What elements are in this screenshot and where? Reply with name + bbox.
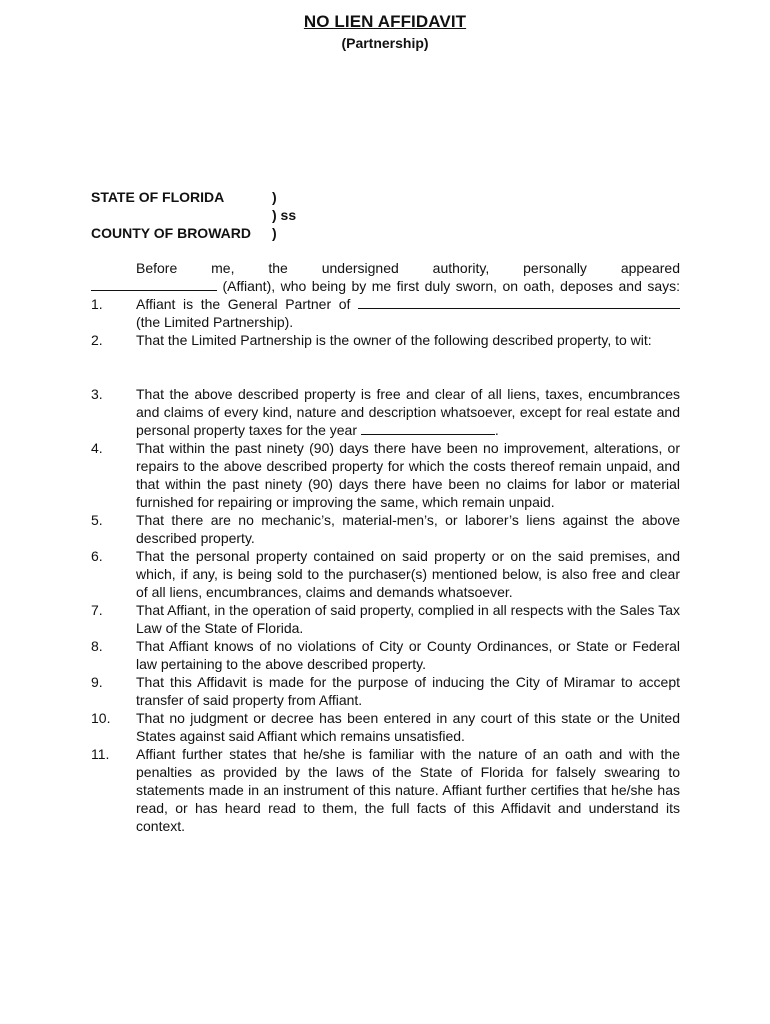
document-title: NO LIEN AFFIDAVIT [303, 12, 467, 31]
item-number: 6. [91, 548, 103, 564]
item-text: That there are no mechanic’s, material-men’s, or laborer’s liens against the above described property. [136, 512, 680, 546]
item-text: That within the past ninety (90) days there have been no improvement, alterations, or repairs to the above described property for which the costs thereof remain unpaid, and that within the past ninety (90) days there have been no claims for labor or material furnished for repairing or improving the same, which remain unpaid. [136, 440, 680, 510]
intro-line-2 [91, 277, 680, 295]
list-item [91, 745, 680, 835]
item-text: That the Limited Partnership is the owner of the following described property, to wit: [136, 332, 652, 348]
intro-line-2-text: (Affiant), who being by me first duly sworn, on oath, deposes and says: [222, 278, 680, 294]
document-subtitle: (Partnership) [341, 35, 429, 51]
venue-state-paren: ) [272, 189, 277, 205]
item-text: Affiant further states that he/she is familiar with the nature of an oath and with the penalties as provided by the laws of the State of Florida for falsely swearing to statements made in an instrument of this nature. Affiant further certifies that he/she has read, or has heard read to them, the full facts of this Affidavit and understand its context. [136, 746, 680, 834]
venue-county: COUNTY OF BROWARD [91, 225, 251, 241]
item-number: 3. [91, 386, 103, 402]
item-text: That the above described property is free and clear of all liens, taxes, encumbrances and claims of every kind, nature and description whatsoever, except for real estate and personal property taxes for the year [136, 386, 680, 438]
item-number: 11. [91, 746, 110, 762]
item-text: That Affiant, in the operation of said property, complied in all respects with the Sales Tax Law of the State of Florida. [136, 602, 680, 636]
intro-line-1: Before me, the undersigned authority, personally appeared [136, 260, 680, 276]
item-text-end: . [494, 422, 499, 438]
item-text: That no judgment or decree has been entered in any court of this state or the United States against said Affiant which remains unsatisfied. [136, 710, 680, 744]
item-number: 1. [91, 296, 103, 312]
list-item [91, 331, 680, 349]
list-item [91, 601, 680, 637]
list-item [91, 709, 680, 745]
tax-year-blank[interactable] [361, 421, 495, 435]
list-item [91, 385, 680, 439]
list-item [91, 637, 680, 673]
venue-ss: ) ss [272, 207, 297, 223]
list-item [91, 511, 680, 547]
item-number: 5. [91, 512, 103, 528]
list-item [91, 295, 680, 331]
affidavit-body [91, 259, 680, 835]
item-number: 7. [91, 602, 103, 618]
item-text-continued: (the Limited Partnership). [136, 314, 294, 330]
item-number: 2. [91, 332, 103, 348]
list-item [91, 547, 680, 601]
item-text: Affiant is the General Partner of [136, 296, 351, 312]
list-item [91, 439, 680, 511]
list-item [91, 673, 680, 709]
partnership-name-blank[interactable] [358, 295, 680, 309]
item-text: That this Affidavit is made for the purpose of inducing the City of Miramar to accept transfer of said property from Affiant. [136, 674, 680, 708]
item-number: 10. [91, 710, 111, 726]
venue-state: STATE OF FLORIDA [91, 189, 225, 205]
item-text: That the personal property contained on said property or on the said premises, and which, if any, is being sold to the purchaser(s) mentioned below, is also free and clear of all liens, encumbrances, claims and demands whatsoever. [136, 548, 680, 600]
item-number: 9. [91, 674, 103, 690]
item-number: 8. [91, 638, 103, 654]
item-number: 4. [91, 440, 103, 456]
property-description-space[interactable] [91, 349, 680, 385]
affiant-name-blank[interactable] [91, 277, 217, 291]
venue-county-paren: ) [272, 225, 277, 241]
item-text: That Affiant knows of no violations of City or County Ordinances, or State or Federal law pertaining to the above described property. [136, 638, 680, 672]
